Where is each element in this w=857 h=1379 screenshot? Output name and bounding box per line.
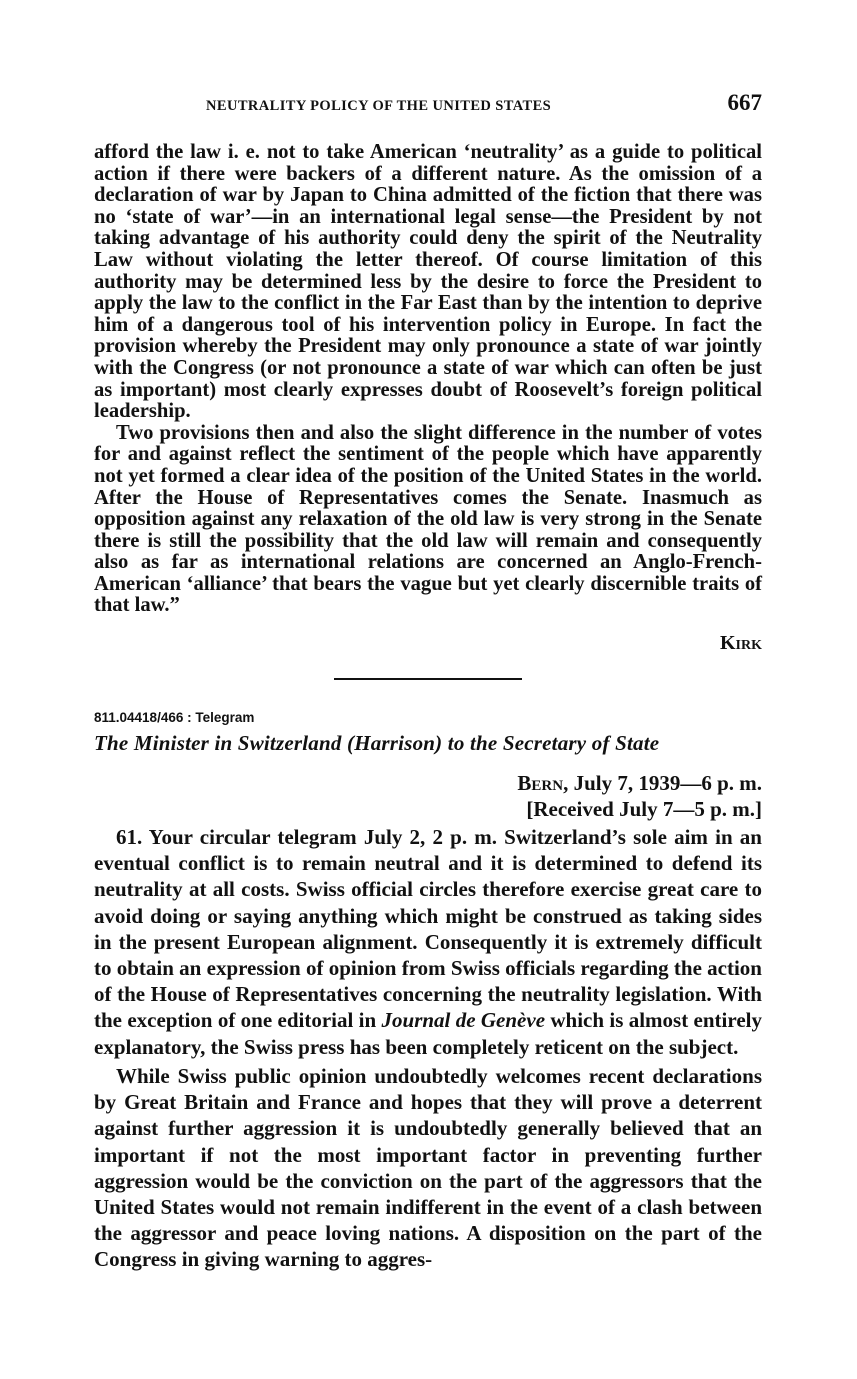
telegram-paragraph-2: While Swiss public opinion undoubtedly welcomes recent declarations by Great Britain and France and hopes that they will prove a deterrent against further aggression it is undoubtedly generally believed that an important if not the most important factor in preventing further aggression would be the conviction on the part of the aggressors that the United States would not remain indifferent in the event of a clash between the aggressor and peace loving nations. A disposition on the part of the Congress in giving warning to aggres- bbox=[94, 1063, 762, 1272]
closing-paragraph: Two provisions then and also the slight difference in the number of votes for and against reflect the sentiment of the people which have apparently not yet formed a clear idea of the position of the United States in the world. After the House of Representatives comes the Senate. Inasmuch as opposition against any relaxation of the old law is very strong in the Senate there is still the possibility that the old law will remain and consequently also as far as international relations are concerned an Anglo-French-American ‘alliance’ that bears the vague but yet clearly discernible traits of that law.” bbox=[94, 421, 762, 617]
telegram-body bbox=[94, 824, 762, 1272]
telegram-text-end: which is almost entirely explanatory, the Swiss press has been completely reticent on the subject. bbox=[94, 1008, 762, 1059]
signature: Kirk bbox=[719, 632, 762, 655]
file-reference: 811.04418/466 : Telegram bbox=[94, 710, 255, 726]
running-title: NEUTRALITY POLICY OF THE UNITED STATES bbox=[206, 98, 552, 114]
telegram-text: 61. Your circular telegram July 2, 2 p. m. Switzerland’s sole aim in an eventual conflict is to remain neutral and it is determined to defend its neutrality at all costs. Swiss official circles therefore exercise great care to avoid doing or saying anything which might be construed as taking sides in the present European alignment. Consequently it is extremely difficult to obtain an expression of opinion from Swiss officials regarding the action of the House of Representatives concerning the neutrality legislation. With the exception of one editorial in bbox=[94, 825, 762, 1033]
sent-line bbox=[94, 770, 762, 796]
telegram-paragraph bbox=[94, 824, 762, 1060]
document-page bbox=[94, 88, 762, 1273]
page-number: 667 bbox=[727, 90, 762, 115]
page-header bbox=[94, 88, 762, 120]
document-title: The Minister in Switzerland (Harrison) to the Secretary of State bbox=[94, 731, 660, 756]
continued-paragraph: afford the law i. e. not to take American ‘neutrality’ as a guide to political action if there were backers of a different nature. As the omission of a declaration of war by Japan to China admitted of the fiction that there was no ‘state of war’—in an international legal sense—the President by not taking advantage of his authority could deny the spirit of the Neutrality Law without violating the letter thereof. Of course limitation of this authority may be determined less by the desire to force the President to apply the law to the conflict in the Far East than by the intention to deprive him of a dangerous tool of his intervention policy in Europe. In fact the provision whereby the President may only pronounce a state of war jointly with the Congress (or not pronounce a state of war which can often be just as important) most clearly expresses doubt of Roosevelt’s foreign political leadership. bbox=[94, 141, 762, 423]
received-line: [Received July 7—5 p. m.] bbox=[526, 797, 762, 822]
place: Bern bbox=[517, 771, 564, 796]
sent-date: , July 7, 1939—6 p. m. bbox=[563, 771, 762, 796]
section-divider bbox=[334, 678, 522, 680]
newspaper-title: Journal de Genève bbox=[381, 1008, 546, 1033]
dateline bbox=[94, 770, 762, 822]
previous-document-end bbox=[94, 142, 762, 617]
